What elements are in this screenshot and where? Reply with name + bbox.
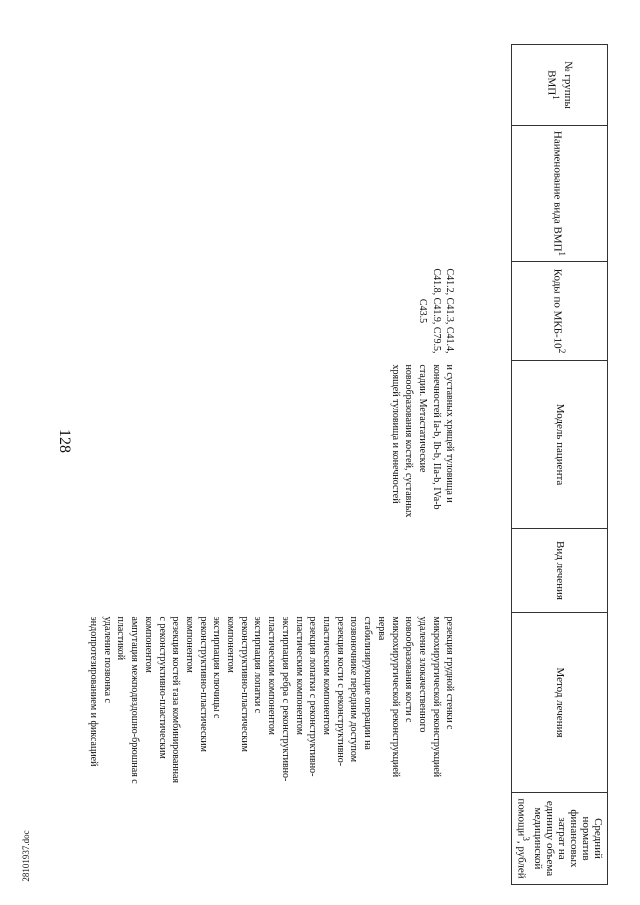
header-patient-model: Модель пациента <box>512 361 608 529</box>
patient-model-line: конечностей Ia-b, Ib-b, IIa-b, IVa-b <box>430 364 442 510</box>
header-icd-codes: Коды по МКБ-$10^2$ <box>512 262 608 361</box>
treatment-method-line: резекция грудной стенки с <box>444 616 456 730</box>
patient-model-line: новообразования костей, суставных <box>403 364 415 518</box>
treatment-method-line: эндопротезированием и фиксацией <box>88 616 100 767</box>
treatment-method-line: удаление позвонка с <box>101 616 113 703</box>
rotated-table-container <box>68 44 608 884</box>
header-treatment-type: Вид лечения <box>512 529 608 613</box>
treatment-method-line: экстирпация лопатки с <box>252 616 264 714</box>
treatment-method-line: микрохирургической реконструкцией <box>389 616 401 778</box>
treatment-method-line: резекция кости с реконструктивно- <box>334 616 346 767</box>
treatment-method-line: пластическим компонентом <box>266 616 278 735</box>
treatment-method-line: ампутация межподвздошно-брюшная с <box>129 616 141 784</box>
treatment-method-line: резекция костей таза комбинированная <box>170 616 182 784</box>
table-row <box>86 45 456 885</box>
treatment-method-line: резекция лопатки с реконструктивно- <box>307 616 319 777</box>
icd-codes-line: C41.8, C41.9, C79.5, <box>430 268 442 354</box>
table-header-row <box>512 45 608 885</box>
cell-cost <box>86 793 456 885</box>
icd-codes-line: C41.2, C41.3, C41.4, <box>444 268 456 354</box>
treatment-method-line: стабилизирующие операции на <box>362 616 374 750</box>
treatment-method-line: пластикой <box>115 616 127 661</box>
header-cost: Средний норматив финансовых затрат на единицу объема медицинской помощи$^3$, рублей <box>512 793 608 885</box>
page-number: 128 <box>56 429 73 453</box>
cell-icd-codes <box>86 262 456 361</box>
treatment-method-line: с реконструктивно-пластическим <box>156 616 168 759</box>
header-vmp-name: Наименование вида ВМП$^1$ <box>512 126 608 262</box>
treatment-method-line: пластическим компонентом <box>293 616 305 735</box>
cell-vmp-name <box>86 126 456 262</box>
treatment-method-line: компонентом <box>183 616 195 673</box>
document-footer: 28101937.doc <box>21 830 31 882</box>
treatment-method-line: реконструктивно-пластическим <box>197 616 209 752</box>
treatment-method-line: экстирпация ребра с реконструктивно- <box>279 616 291 782</box>
cell-treatment-method <box>86 613 456 793</box>
header-treatment-method: Метод лечения <box>512 613 608 793</box>
treatment-method-line: новообразования кости с <box>403 616 415 723</box>
treatment-method-line: компонентом <box>142 616 154 673</box>
treatment-method-line: компонентом <box>225 616 237 673</box>
treatment-method-line: экстирпация ключицы с <box>211 616 223 719</box>
header-group-no: № группы ВМП$^1$ <box>512 45 608 126</box>
cell-patient-model <box>86 361 456 529</box>
treatment-method-line: микрохирургической реконструкцией <box>430 616 442 778</box>
treatment-method-line: пластическим компонентом <box>321 616 333 735</box>
patient-model-line: хрящей туловища и конечностей <box>389 364 401 504</box>
treatment-method-line: нерва <box>375 616 387 641</box>
treatment-method-line: удаление злокачественного <box>416 616 428 733</box>
treatment-method-line: позвоночнике передним доступом <box>348 616 360 763</box>
patient-model-line: и суставных хрящей туловища и <box>444 364 456 503</box>
icd-codes-line: C43.5 <box>416 298 428 324</box>
treatment-method-line: реконструктивно-пластическим <box>238 616 250 752</box>
cell-group-no <box>86 45 456 126</box>
patient-model-line: стадии. Метастатические <box>416 364 428 473</box>
vmp-table <box>86 44 608 885</box>
cell-treatment-type <box>86 529 456 613</box>
